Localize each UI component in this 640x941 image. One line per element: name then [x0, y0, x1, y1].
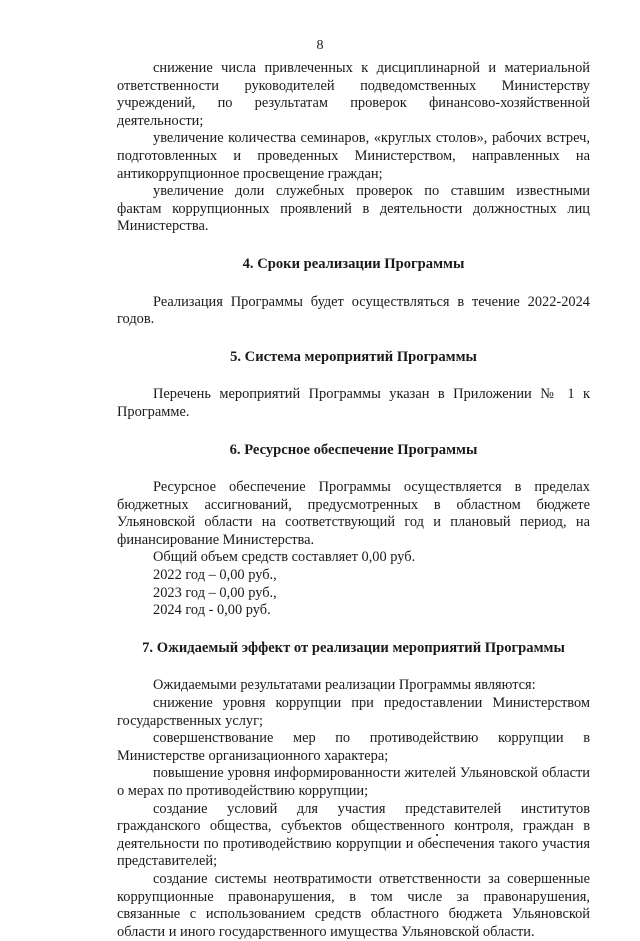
section-7-lead: Ожидаемыми результатами реализации Программы являются: — [153, 677, 536, 694]
section-6-year-line: 2024 год - 0,00 руб. — [153, 602, 271, 619]
section-4-heading: 4. Сроки реализации Программы — [242, 255, 465, 272]
section-7-item: совершенствование мер по противодействию коррупции в Министерстве организационного характера; — [117, 730, 590, 764]
section-5-heading: 5. Система мероприятий Программы — [230, 348, 477, 365]
section-6-year-line: 2022 год – 0,00 руб., — [153, 567, 277, 584]
intro-paragraph: увеличение количества семинаров, «круглых столов», рабочих встреч, подготовленных и проведенных Министерством, направленных на антикоррупционное просвещение граждан; — [117, 130, 590, 182]
section-6-heading: 6. Ресурсное обеспечение Программы — [229, 441, 478, 458]
section-6-text: Ресурсное обеспечение Программы осуществляется в пределах бюджетных ассигнований, предусмотренных в областном бюджете Ульяновской области на соответствующий год и плановый период, на финансирование Министерства. — [117, 479, 590, 548]
section-7-heading: 7. Ожидаемый эффект от реализации мероприятий Программы — [142, 639, 565, 656]
section-7-item: создание системы неотвратимости ответственности за совершенные коррупционные правонарушения, в том числе за правонарушения, связанные с использованием средств областного бюджета Ульяновской области и иного государственного имущества Ульяновской области. — [117, 870, 590, 940]
page-number: 8 — [316, 38, 324, 53]
section-7-item: снижение уровня коррупции при предоставлении Министерством государственных услуг; — [117, 695, 590, 729]
intro-paragraph: снижение числа привлеченных к дисциплинарной и материальной ответственности руководителей подведомственных Министерству учреждений, по результатам проверок финансово-хозяйственной деятельности; — [117, 60, 590, 129]
section-5-text: Перечень мероприятий Программы указан в Приложении № 1 к Программе. — [117, 386, 590, 420]
section-4-text: Реализация Программы будет осуществляться в течение 2022-2024 годов. — [117, 293, 590, 328]
section-7-item: повышение уровня информированности жителей Ульяновской области о мерах по противодействию коррупции; — [117, 765, 590, 799]
intro-paragraph: увеличение доли служебных проверок по ставшим известными фактам коррупционных проявлений в деятельности должностных лиц Министерства. — [117, 183, 590, 235]
section-7-item: создание условий для участия представителей институтов гражданского общества, субъектов общественного контроля, граждан в деятельности по противодействию коррупции и обеспечения такого участия представителей; — [117, 800, 590, 870]
section-6-year-line: 2023 год – 0,00 руб., — [153, 584, 277, 601]
scan-speck — [436, 834, 438, 836]
page-content — [117, 60, 590, 941]
section-6-total: Общий объем средств составляет 0,00 руб. — [153, 549, 416, 566]
